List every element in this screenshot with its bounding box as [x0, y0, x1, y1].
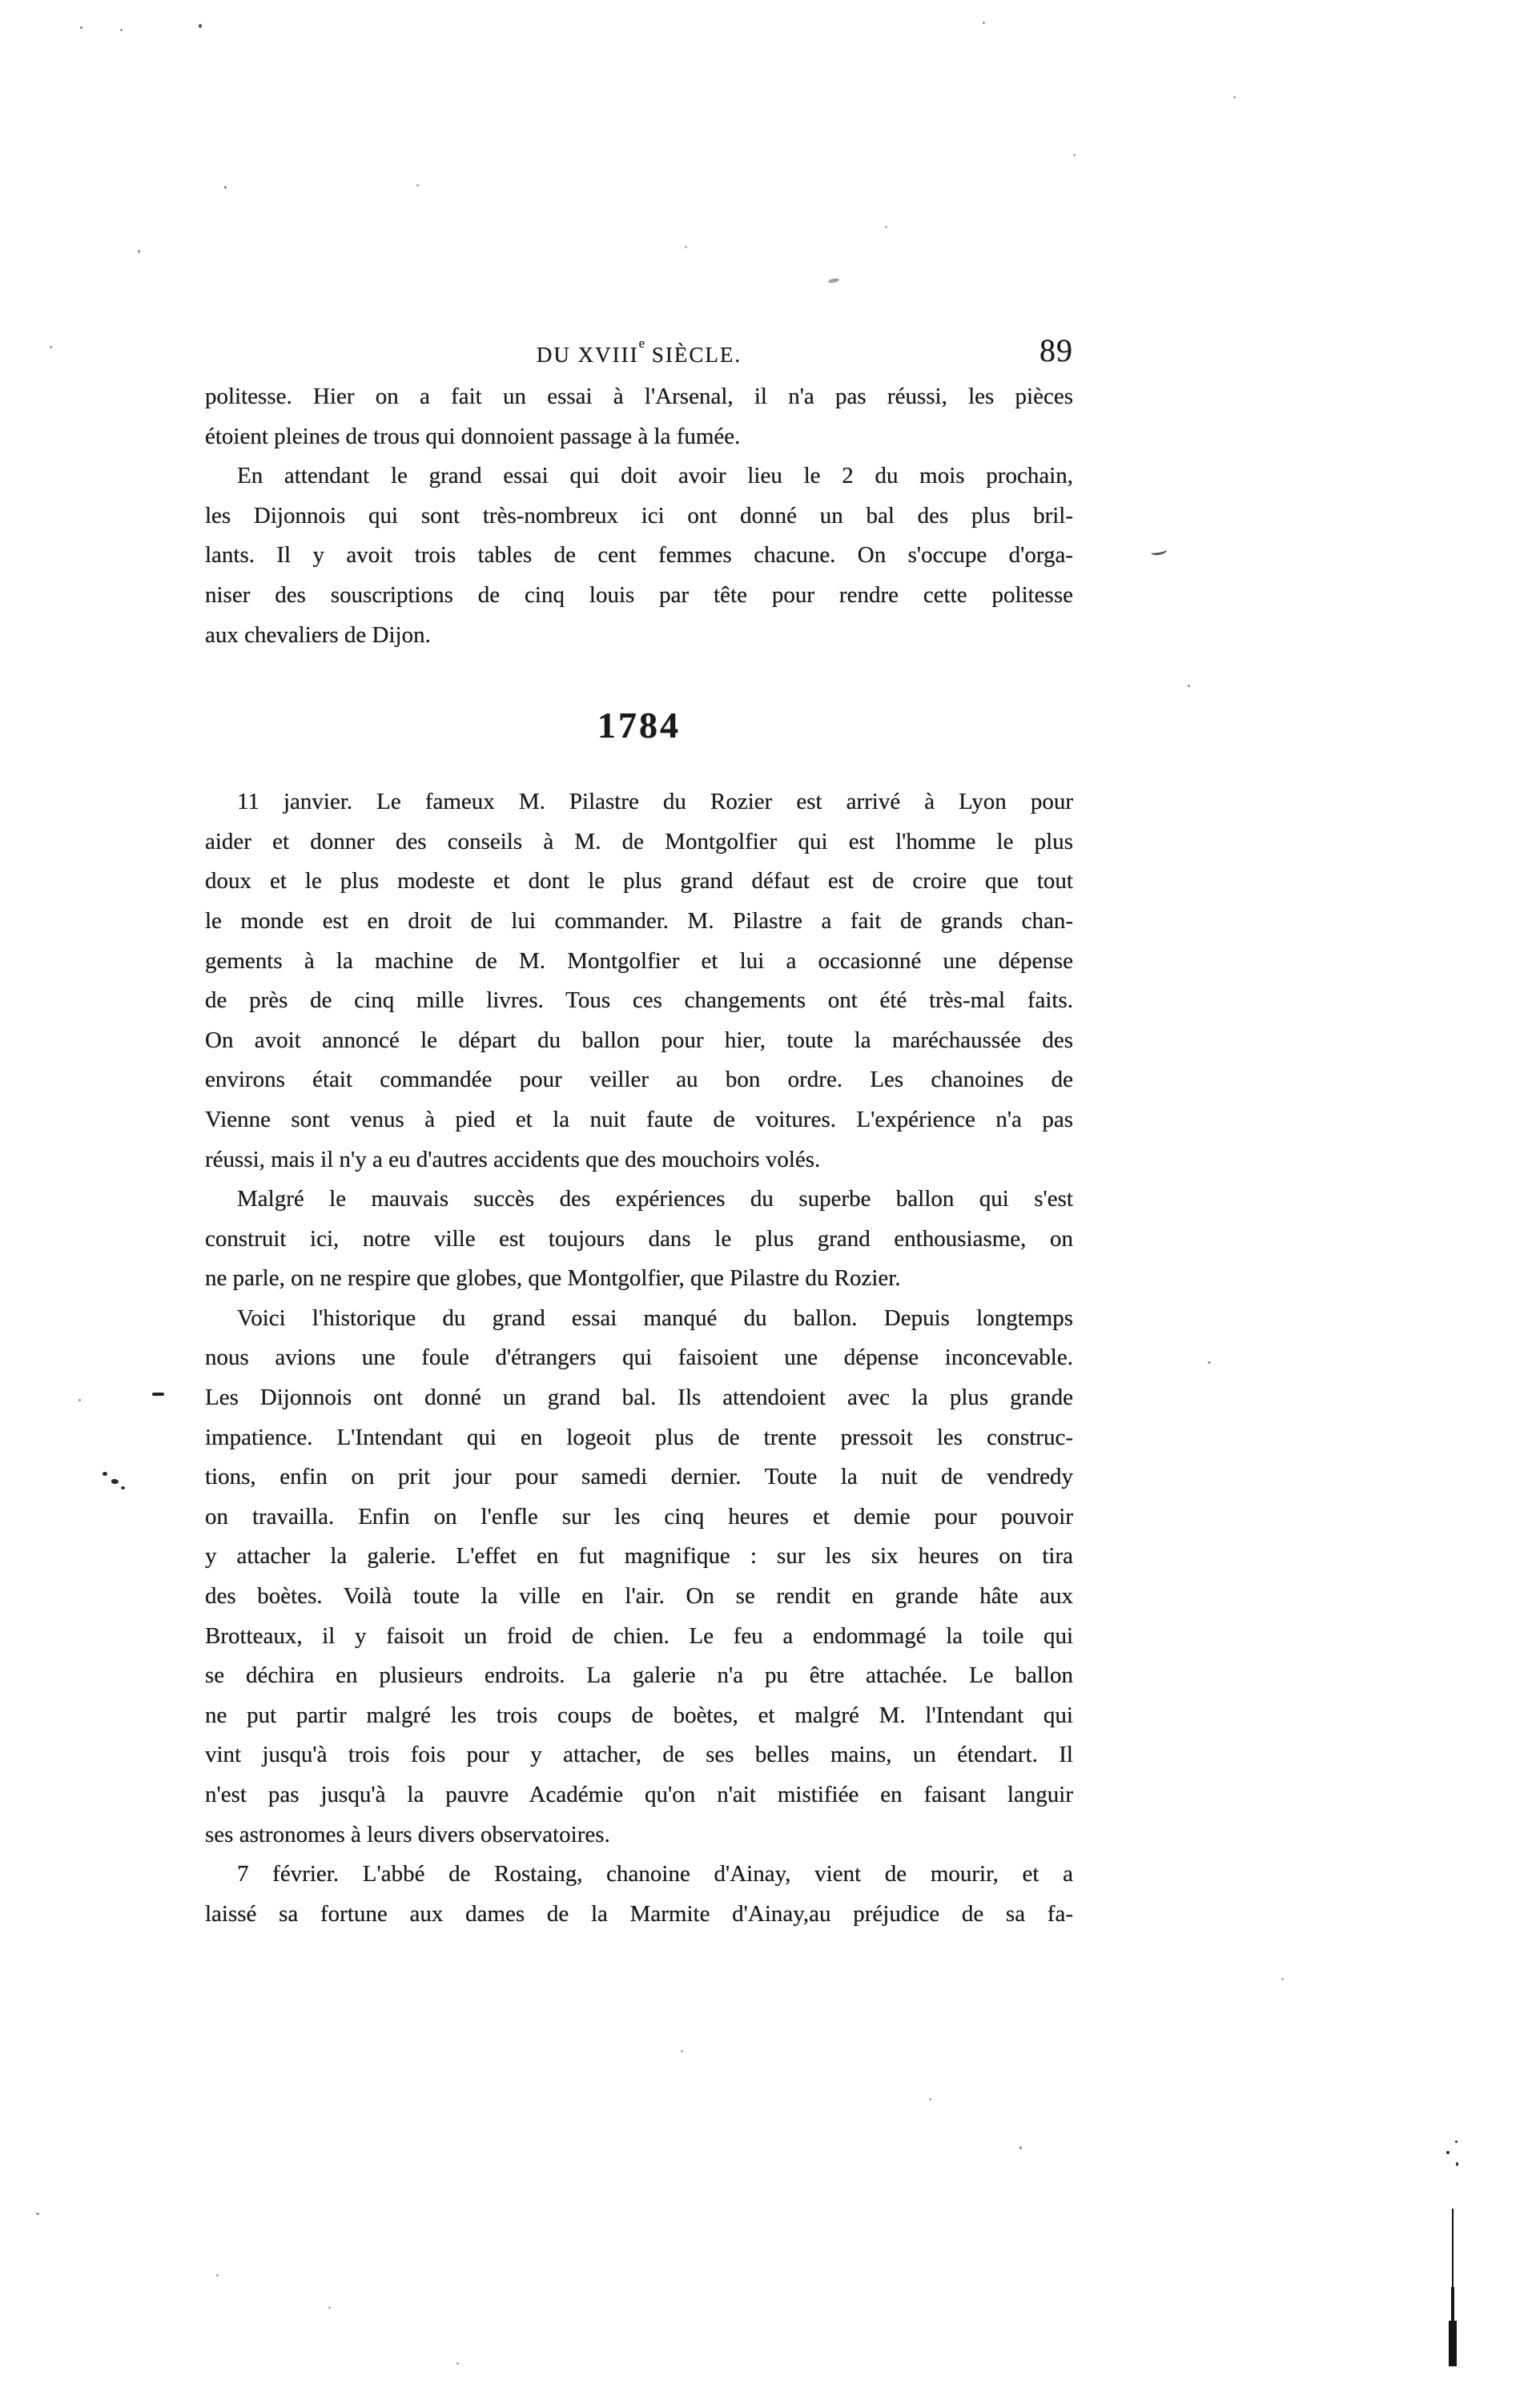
margin-squiggle-mark: [121, 1486, 125, 1489]
paragraph: [205, 377, 1073, 456]
scan-speck: [1188, 685, 1190, 687]
scan-speck: [456, 2362, 459, 2365]
text-block: [205, 377, 1073, 1934]
scan-speck: [681, 2050, 683, 2052]
scan-speck: [50, 346, 52, 348]
scan-line-artifact: [1452, 2209, 1454, 2292]
text-line: doux et le plus modeste et dont le plus grand défaut est de croire que tout: [205, 868, 1073, 894]
header-title-superscript: e: [638, 336, 645, 352]
text-line: on travailla. Enfin on l'enfle sur les cinq heures et demie pour pouvoir: [205, 1503, 1073, 1530]
text-line: tions, enfin on prit jour pour samedi dernier. Toute la nuit de vendredy: [205, 1464, 1073, 1490]
scan-speck: [224, 186, 227, 189]
text-line: y attacher la galerie. L'effet en fut magnifique : sur les six heures on tira: [205, 1543, 1073, 1570]
scan-speck: [1233, 96, 1236, 98]
scan-speck: [685, 246, 687, 248]
text-line: Voici l'historique du grand essai manqué du ballon. Depuis longtemps: [237, 1305, 1073, 1331]
margin-squiggle-mark: [111, 1479, 119, 1484]
header-title-main: DU XVIII: [536, 343, 639, 367]
scan-speck: [1446, 2151, 1450, 2154]
scan-speck: [828, 278, 840, 284]
scan-speck: [138, 250, 140, 253]
text-line: gements à la machine de M. Montgolfier et lui a occasionné une dépense: [205, 947, 1073, 974]
scan-speck: [328, 2306, 331, 2309]
paragraph: [205, 1299, 1073, 1855]
scan-line-artifact: [1449, 2321, 1457, 2366]
text-line: ne put partir malgré les trois coups de boètes, et malgré M. l'Intendant qui: [205, 1702, 1073, 1728]
text-line: En attendant le grand essai qui doit avoir lieu le 2 du mois prochain,: [237, 463, 1073, 489]
paragraph: [205, 1180, 1073, 1299]
text-line: vint jusqu'à trois fois pour y attacher, de ses belles mains, un étendart. Il: [205, 1742, 1073, 1768]
scan-speck: [78, 1399, 81, 1401]
text-line: environs était commandée pour veiller au bon ordre. Les chanoines de: [205, 1067, 1073, 1093]
text-line: étoient pleines de trous qui donnoient passage à la fumée.: [205, 423, 741, 449]
margin-squiggle-mark: [103, 1472, 107, 1476]
scan-speck: [216, 2274, 219, 2277]
page-number: 89: [1039, 332, 1073, 368]
text-line: Brotteaux, il y faisoit un froid de chien. Le feu a endommagé la toile qui: [205, 1622, 1073, 1649]
text-line: ses astronomes à leurs divers observatoires.: [205, 1821, 610, 1847]
scan-speck: [80, 26, 82, 29]
text-line: le monde est en droit de lui commander. M. Pilastre a fait de grands chan-: [205, 907, 1073, 934]
margin-dash-mark: [152, 1393, 164, 1396]
header-title: [536, 336, 742, 368]
text-line: niser des souscriptions de cinq louis par tête pour rendre cette politesse: [205, 581, 1073, 608]
text-line: On avoit annoncé le départ du ballon pour hier, toute la maréchaussée des: [205, 1027, 1073, 1053]
text-line: ne parle, on ne respire que globes, que Montgolfier, que Pilastre du Rozier.: [205, 1265, 901, 1292]
scan-speck: [1073, 154, 1076, 156]
scan-speck: [1281, 1978, 1284, 1980]
paragraph: [205, 1855, 1073, 1934]
section-year-heading: 1784: [597, 705, 681, 746]
scan-speck: [416, 184, 419, 187]
text-line: 11 janvier. Le fameux M. Pilastre du Rozier est arrivé à Lyon pour: [237, 789, 1073, 815]
text-line: les Dijonnois qui sont très-nombreux ici ont donné un bal des plus bril-: [205, 502, 1073, 529]
text-line: impatience. L'Intendant qui en logeoit plus de trente pressoit les construc-: [205, 1424, 1073, 1450]
text-line: n'est pas jusqu'à la pauvre Académie qu'on n'ait mistifiée en faisant languir: [205, 1782, 1073, 1807]
text-line: 7 février. L'abbé de Rostaing, chanoine d'Ainay, vient de mourir, et a: [237, 1861, 1073, 1887]
scan-speck: [36, 2213, 39, 2215]
scan-speck: [1455, 2141, 1458, 2143]
scan-speck: [120, 29, 123, 31]
text-line: Vienne sont venus à pied et la nuit faute de voitures. L'expérience n'a pas: [205, 1106, 1073, 1132]
text-line: Les Dijonnois ont donné un grand bal. Ils attendoient avec la plus grande: [205, 1385, 1073, 1411]
paragraph: [205, 782, 1073, 1180]
text-line: de près de cinq mille livres. Tous ces changements ont été très-mal faits.: [205, 987, 1073, 1014]
text-line: lants. Il y avoit trois tables de cent femmes chacune. On s'occupe d'orga-: [205, 542, 1073, 569]
text-line: se déchira en plusieurs endroits. La galerie n'a pu être attachée. Le ballon: [205, 1662, 1073, 1689]
text-line: des boètes. Voilà toute la ville en l'air. On se rendit en grande hâte aux: [205, 1583, 1073, 1610]
text-line: nous avions une foule d'étrangers qui faisoient une dépense inconcevable.: [205, 1345, 1073, 1371]
text-line: construit ici, notre ville est toujours dans le plus grand enthousiasme, on: [205, 1225, 1073, 1252]
text-line: politesse. Hier on a fait un essai à l'Arsenal, il n'a pas réussi, les pièces: [205, 384, 1073, 409]
text-line: réussi, mais il n'y a eu d'autres accidents que des mouchoirs volés.: [205, 1146, 821, 1172]
scan-speck: [1208, 1361, 1211, 1364]
scan-speck: [1456, 2162, 1458, 2166]
text-line: aux chevaliers de Dijon.: [205, 621, 431, 648]
text-line: Malgré le mauvais succès des expériences du superbe ballon qui s'est: [237, 1186, 1073, 1212]
paragraph: [205, 456, 1073, 655]
scan-line-artifact: [1451, 2287, 1454, 2326]
scan-speck: [1019, 2146, 1022, 2149]
scan-speck: [885, 226, 887, 228]
header-title-tail: SIÈCLE.: [645, 343, 742, 367]
margin-tilde-mark: [1150, 546, 1167, 556]
text-line: laissé sa fortune aux dames de la Marmite d'Ainay,au préjudice de sa fa-: [205, 1900, 1073, 1927]
running-header: [205, 333, 1073, 375]
scan-speck: [929, 2098, 931, 2100]
text-line: aider et donner des conseils à M. de Montgolfier qui est l'homme le plus: [205, 828, 1073, 854]
scan-speck: [199, 24, 202, 28]
scan-speck: [983, 22, 985, 24]
